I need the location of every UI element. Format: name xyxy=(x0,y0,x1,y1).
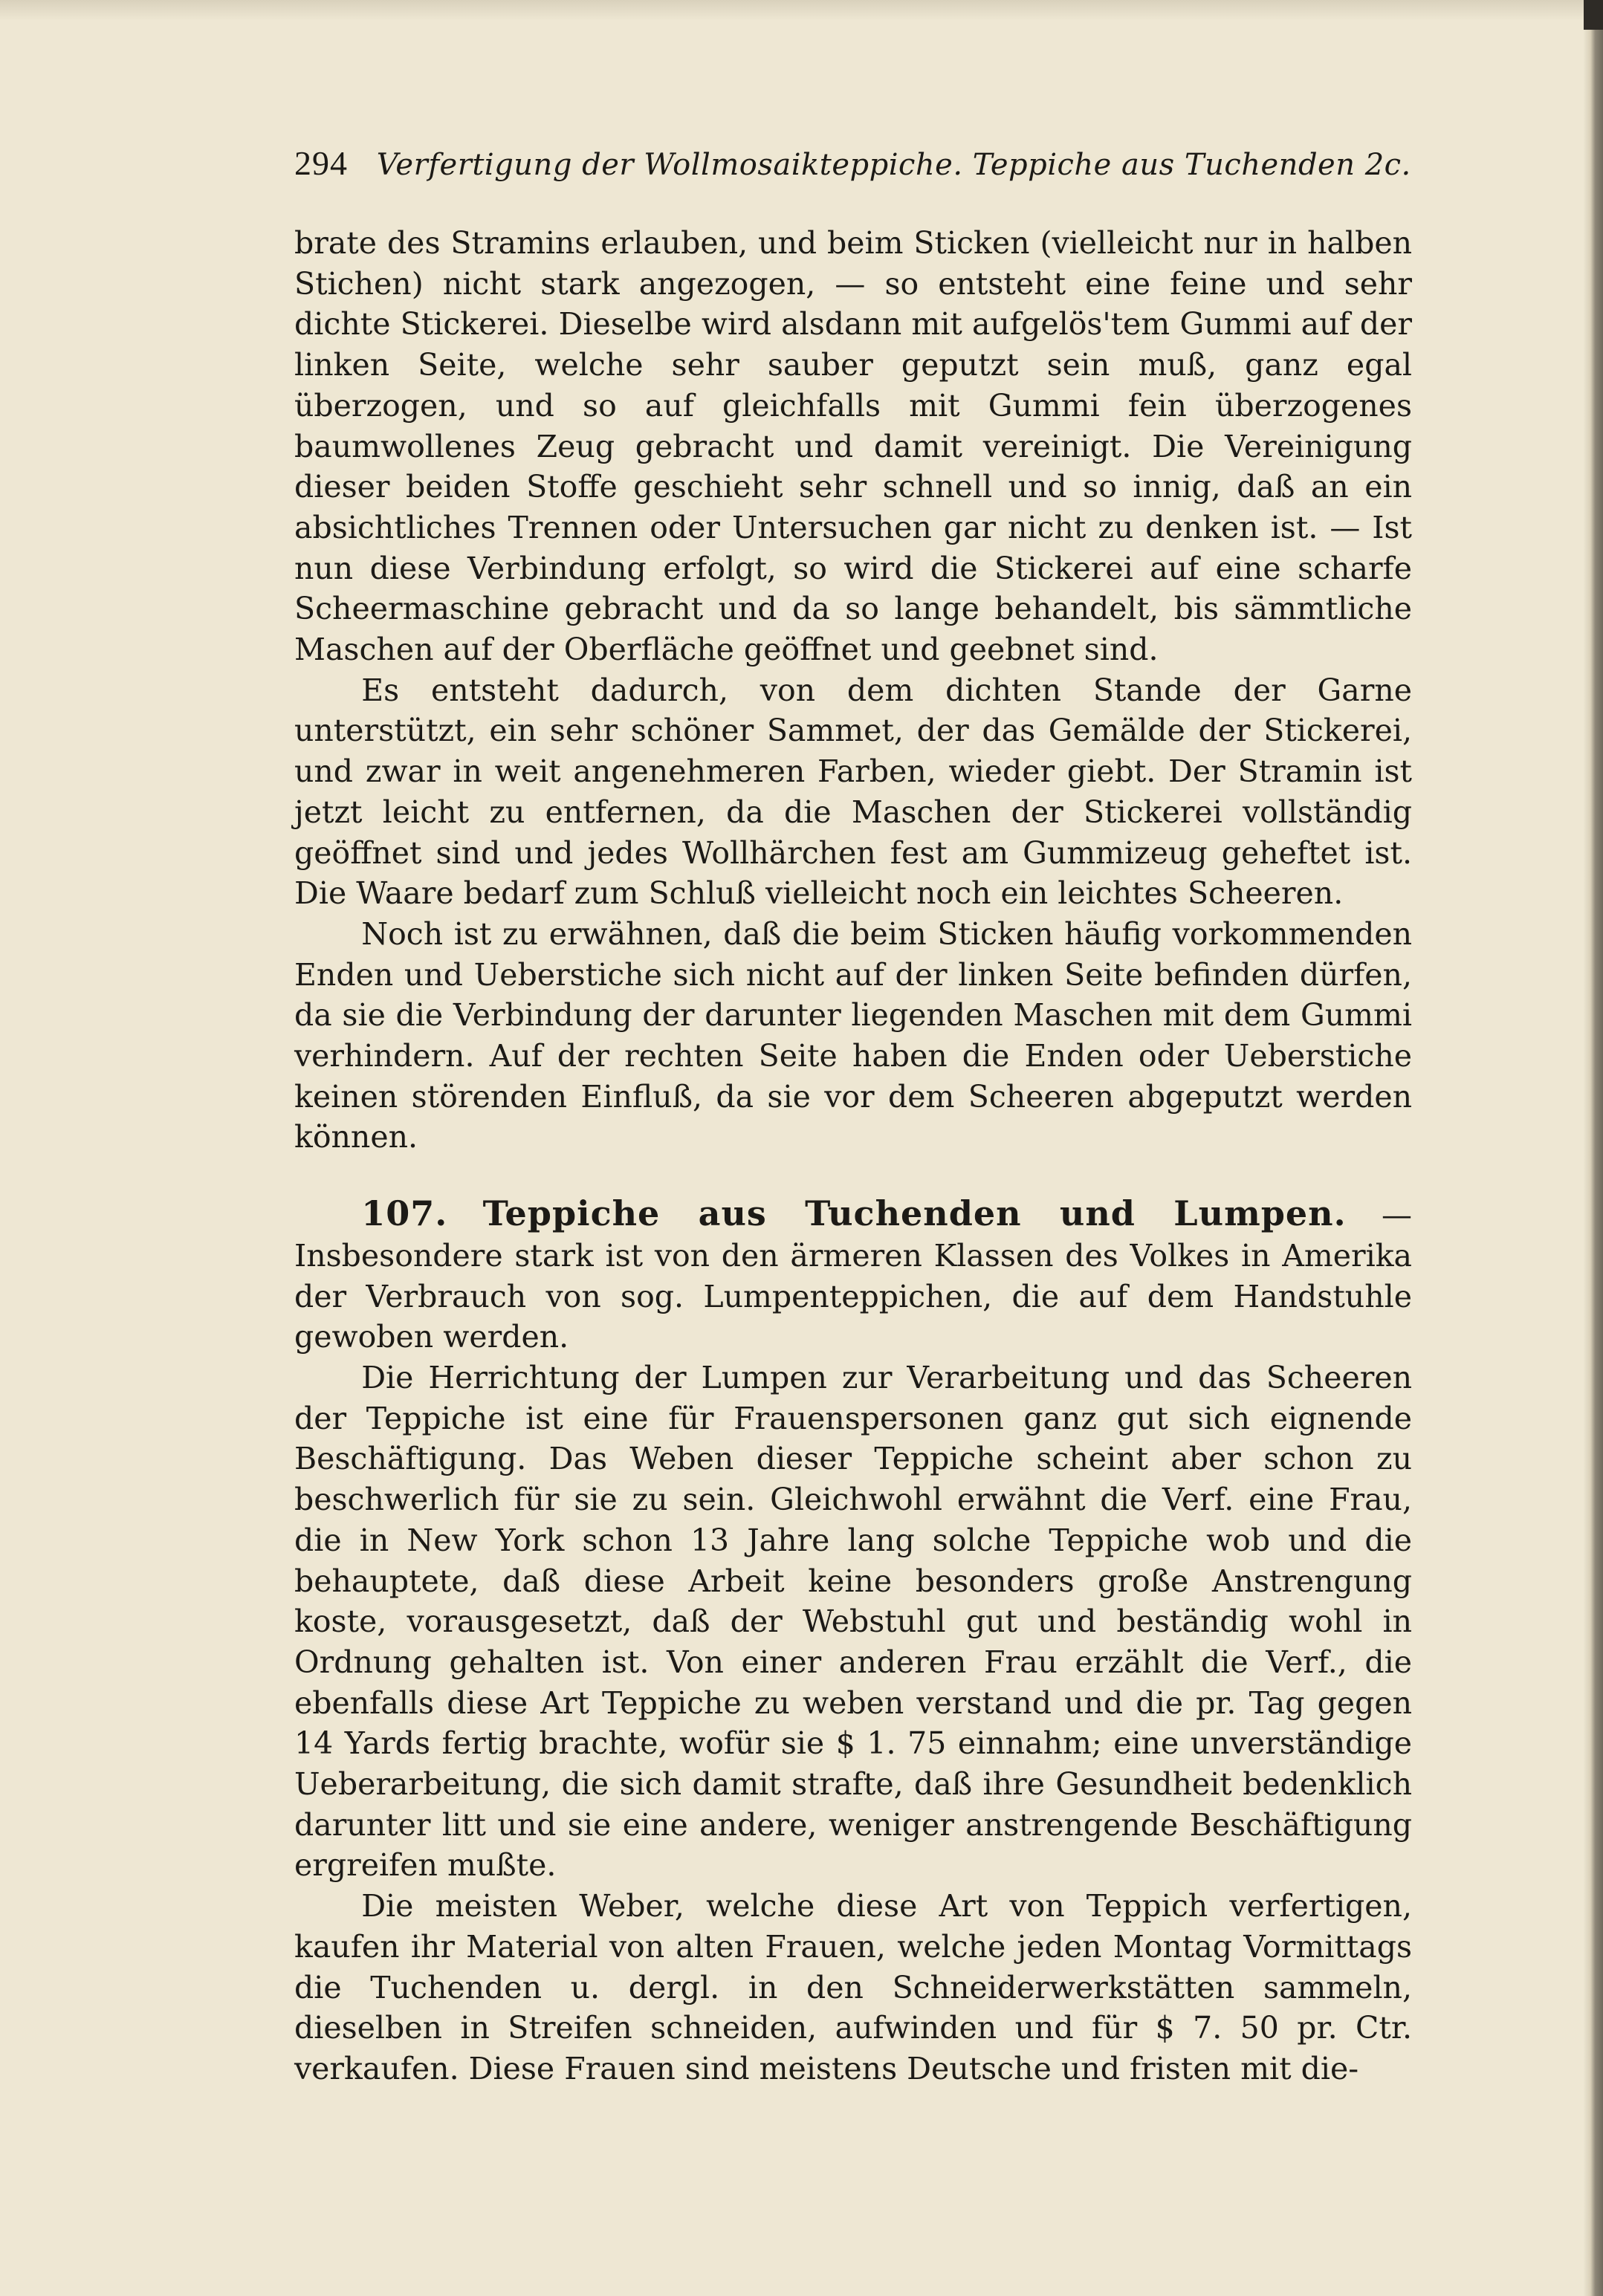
section-number: 107. xyxy=(361,1193,448,1234)
page-top-shadow xyxy=(0,0,1603,21)
paragraph: Die Herrichtung der Lumpen zur Verarbeitung und das Scheeren der Teppiche ist eine für Frauenspersonen ganz gut sich eignende Beschäftigung. Das Weben dieser Teppiche scheint aber schon zu beschwerlich für sie zu sein. Gleichwohl erwähnt die Verf. eine Frau, die in New York schon 13 Jahre lang solche Teppiche wob und die behauptete, daß diese Arbeit keine besonders große Anstrengung koste, vorausgesetzt, daß der Webstuhl gut und beständig wohl in Ordnung gehalten ist. Von einer anderen Frau erzählt die Verf., die ebenfalls diese Art Teppiche zu weben verstand und die pr. Tag gegen 14 Yards fertig brachte, wofür sie $ 1. 75 einnahm; eine unverständige Ueberarbeitung, die sich damit strafte, daß ihre Gesundheit bedenklich darunter litt und sie eine andere, weniger anstrengende Beschäftigung ergreifen mußte. xyxy=(294,1359,1412,1884)
page-number: 294 xyxy=(294,144,348,182)
binding-corner xyxy=(1584,0,1603,30)
paragraph: Es entsteht dadurch, von dem dichten Stande der Garne unterstützt, ein sehr schöner Sammet, der das Gemälde der Stickerei, und zwar in weit angenehmeren Farben, wieder giebt. Der Stramin ist jetzt leicht zu entfernen, da die Maschen der Stickerei vollständig geöffnet sind und jedes Wollhärchen fest am Gummizeug geheftet ist. Die Waare bedarf zum Schluß vielleicht noch ein leichtes Scheeren. xyxy=(294,672,1412,912)
paragraph-continued: brate des Stramins erlauben, und beim Sticken (vielleicht nur in halben Stichen) nicht stark angezogen, — so entsteht eine feine und sehr dichte Stickerei. Dieselbe wird alsdann mit aufgelös'tem Gummi auf der linken Seite, welche sehr sauber geputzt sein muß, ganz egal überzogen, und so auf gleichfalls mit Gummi fein überzogenes baumwollenes Zeug gebracht und damit vereinigt. Die Vereinigung dieser beiden Stoffe geschieht sehr schnell und so innig, daß an ein absichtliches Trennen oder Untersuchen gar nicht zu denken ist. — Ist nun diese Verbindung erfolgt, so wird die Stickerei auf eine scharfe Scheermaschine gebracht und da so lange behandelt, bis sämmtliche Maschen auf der Oberfläche geöffnet und geebnet sind. xyxy=(294,225,1412,668)
paragraph: Noch ist zu erwähnen, daß die beim Sticken häufig vorkommenden Enden und Ueberstiche sich nicht auf der linken Seite befinden dürfen, da sie die Verbindung der darunter liegenden Maschen mit dem Gummi verhindern. Auf der rechten Seite haben die Enden oder Ueberstiche keinen störenden Einfluß, da sie vor dem Scheeren abgeputzt werden können. xyxy=(294,915,1412,1155)
section-lead-text: — Insbesondere stark ist von den ärmeren Klassen des Volkes in Amerika der Verbrauch von sog. Lumpenteppichen, die auf dem Handstuhle gewoben werden. xyxy=(294,1197,1412,1355)
section-107 xyxy=(294,1193,1412,1358)
paragraph: Die meisten Weber, welche diese Art von Teppich verfertigen, kaufen ihr Material von alten Frauen, welche jeden Montag Vormittags die Tuchenden u. dergl. in den Schneiderwerkstätten sammeln, dieselben in Streifen schneiden, aufwinden und für $ 7. 50 pr. Ctr. verkaufen. Diese Frauen sind meistens Deutsche und fristen mit die- xyxy=(294,1888,1412,2086)
running-header xyxy=(294,143,1411,184)
body-text xyxy=(294,223,1412,2089)
page-right-edge xyxy=(1584,0,1603,2296)
section-title: Teppiche aus Tuchenden und Lumpen. xyxy=(482,1193,1347,1234)
running-title: Verfertigung der Wollmosaikteppiche. Teppiche aus Tuchenden 2c. xyxy=(376,148,1411,182)
